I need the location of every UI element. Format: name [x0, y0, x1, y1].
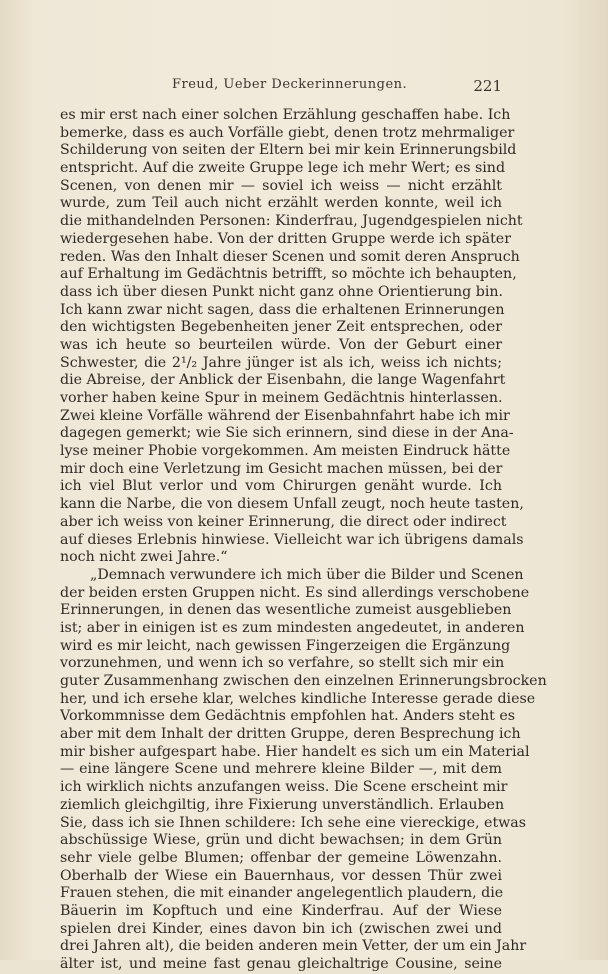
text-line: mir bisher aufgespart habe. Hier handelt es sich um ein Material [60, 743, 530, 760]
text-line: wiedergesehen habe. Von der dritten Gruppe werde ich später [60, 230, 511, 247]
text-line: her, und ich ersehe klar, welches kindliche Interesse gerade diese [60, 690, 536, 707]
text-line: kann die Narbe, die von diesem Unfall zeugt, noch heute tasten, [60, 496, 524, 513]
text-line: auf Erhaltung im Gedächtnis betrifft, so möchte ich behaupten, [60, 266, 517, 283]
text-line: aber ich weiss von keiner Erinnerung, die direct oder indirect [60, 513, 507, 530]
running-head [60, 77, 502, 97]
text-line: ich viel Blut verlor und vom Chirurgen genäht wurde. Ich [60, 478, 502, 495]
text-line: dagegen gemerkt; wie Sie sich erinnern, sind diese in der Ana- [60, 425, 514, 442]
text-line: den wichtigsten Begebenheiten jener Zeit entsprechen, oder [60, 319, 502, 336]
text-line: Vorkommnisse dem Gedächtnis empfohlen hat. Anders steht es [60, 708, 516, 725]
text-line: bemerke, dass es auch Vorfälle giebt, denen trotz mehrmaliger [60, 124, 515, 141]
text-line: „Demnach verwundere ich mich über die Bilder und Scenen [90, 566, 524, 583]
text-line: Oberhalb der Wiese ein Bauernhaus, vor dessen Thür zwei [60, 867, 502, 884]
text-line: noch nicht zwei Jahre.“ [60, 549, 228, 566]
text-line: reden. Was den Inhalt dieser Scenen und somit deren Anspruch [60, 248, 520, 265]
text-line: Zwei kleine Vorfälle während der Eisenbahnfahrt habe ich mir [60, 407, 510, 424]
text-line: wird es mir leicht, nach gewissen Fingerzeigen die Ergänzung [60, 637, 511, 654]
text-line: sehr viele gelbe Blumen; offenbar der gemeine Löwenzahn. [60, 849, 502, 866]
text-line: vorher haben keine Spur in meinem Gedächtnis hinterlassen. [60, 390, 503, 406]
text-line: drei Jahren alt), die beiden anderen mein Vetter, der um ein Jahr [60, 938, 527, 955]
text-line: die Abreise, der Anblick der Eisenbahn, die lange Wagenfahrt [60, 372, 506, 389]
text-line: auf dieses Erlebnis hinwiese. Vielleicht war ich übrigens damals [60, 531, 524, 548]
text-line: älter ist, und meine fast genau gleichaltrige Cousine, seine [60, 956, 502, 972]
running-title: Freud, Ueber Deckerinnerungen. [172, 77, 408, 92]
text-line: ich wirklich nichts anzufangen weiss. Die Scene erscheint mir [60, 779, 508, 796]
text-line: — eine längere Scene und mehrere kleine Bilder —, mit dem [60, 761, 502, 778]
text-line: mir doch eine Verletzung im Gesicht machen müssen, bei der [60, 460, 503, 477]
body-text [60, 107, 547, 974]
text-line: Bäuerin im Kopftuch und eine Kinderfrau. Auf der Wiese [60, 902, 502, 919]
text-line: Schwester, die 2¹/₂ Jahre jünger ist als ich, weiss ich nichts; [60, 354, 502, 371]
text-line: wurde, zum Teil auch nicht erzählt werden konnte, weil ich [60, 195, 502, 212]
page-number: 221 [473, 77, 502, 95]
text-line: was ich heute so beurteilen würde. Von der Geburt einer [60, 336, 502, 353]
text-line: es mir erst nach einer solchen Erzählung geschaffen habe. Ich [60, 107, 511, 123]
text-line: Ich kann zwar nicht sagen, dass die erhaltenen Erinnerungen [60, 301, 505, 318]
text-line: Schilderung von seiten der Eltern bei mir kein Erinnerungsbild [60, 142, 517, 159]
text-line: aber mit dem Inhalt der dritten Gruppe, deren Besprechung ich [60, 726, 521, 743]
text-line: der beiden ersten Gruppen nicht. Es sind allerdings verschobene [60, 584, 530, 601]
text-line: Erinnerungen, in denen das wesentliche zumeist ausgeblieben [60, 602, 512, 619]
text-line: ist; aber in einigen ist es zum mindesten angedeutet, in anderen [60, 619, 525, 636]
text-line: lyse meiner Phobie vorgekommen. Am meisten Eindruck hätte [60, 443, 511, 460]
text-line: Scenen, von denen mir — soviel ich weiss — nicht erzählt [60, 177, 502, 194]
text-line: abschüssige Wiese, grün und dicht bewachsen; in dem Grün [60, 832, 502, 849]
text-line: entspricht. Auf die zweite Gruppe lege ich mehr Wert; es sind [60, 160, 506, 177]
text-line: ziemlich gleichgiltig, ihre Fixierung unverständlich. Erlauben [60, 796, 505, 813]
text-line: guter Zusammenhang zwischen den einzelnen Erinnerungsbrocken [60, 673, 547, 689]
text-line: vorzunehmen, und wenn ich so verfahre, so stellt sich mir ein [60, 655, 505, 672]
text-line: dass ich über diesen Punkt nicht ganz ohne Orientierung bin. [60, 283, 504, 300]
text-line: Frauen stehen, die mit einander angelegentlich plaudern, die [60, 885, 504, 902]
text-line: Sie, dass ich sie Ihnen schildere: Ich sehe eine viereckige, etwas [60, 814, 527, 831]
text-line: die mithandelnden Personen: Kinderfrau, Jugendgespielen nicht [60, 213, 523, 230]
text-line: spielen drei Kinder, eines davon bin ich (zwischen zwei und [60, 920, 502, 937]
